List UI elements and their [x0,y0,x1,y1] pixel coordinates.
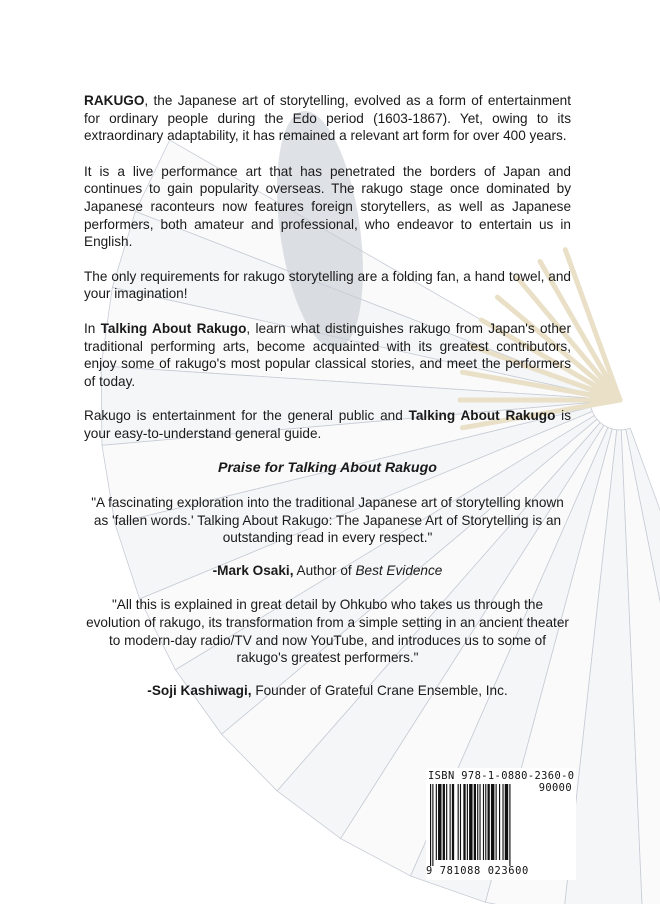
barcode-bar [474,784,476,860]
barcode-bar [446,784,447,860]
barcode-bar [509,784,510,866]
barcode-bar [499,784,500,860]
praise-quote-2: "All this is explained in great detail by Ohkubo who takes us through the evolution of rakugo, its transformation from a simple setting in an ancient theater to modern-day radio/TV and now YouTube, and introduces us to some of rakugo's greatest performers." [86,597,569,666]
blurb-paragraph-1: RAKUGO, the Japanese art of storytelling, evolved as a form of entertainment for ordinary people during the Edo period (1603-1867). Yet, owing to its extraordinary adaptability, it has remained a relevant art form for over 400 years. [84,93,571,144]
praise-attribution-1: -Mark Osaki, Author of Best Evidence [212,562,443,578]
praise-attribution-2: -Soji Kashiwagi, Founder of Grateful Crane Ensemble, Inc. [147,682,508,698]
barcode-bars [430,784,550,866]
barcode-bar [502,784,503,860]
barcode-bar [438,784,441,860]
barcode-bar [505,784,508,860]
blurb-paragraph-5: Rakugo is entertainment for the general public and Talking About Rakugo is your easy-to-understand general guide. [84,408,571,441]
praise-quote-1: "A fascinating exploration into the traditional Japanese art of storytelling known as 'fallen words.' Talking About Rakugo: The Japanese Art of Storytelling is an outstanding read in every respect." [91,495,564,546]
barcode-bar [432,784,433,866]
barcode-bar [443,784,445,860]
barcode-bar [483,784,484,860]
isbn-label: ISBN 978-1-0880-2360-0 [428,770,575,782]
barcode-bar [436,784,437,860]
ean-digits: 9 781088 023600 [426,865,529,877]
barcode-bar [488,784,490,860]
book-title-mention: Talking About Rakugo [408,408,556,424]
back-cover-text [84,92,571,716]
book-title-mention: Talking About Rakugo [100,320,247,336]
praise-heading: Praise for Talking About Rakugo [218,459,437,476]
barcode-bar [467,784,468,860]
barcode-bar [458,784,459,860]
barcode-bar [463,784,465,860]
barcode-bar [430,784,431,866]
barcode-bar [452,784,454,860]
barcode-bar [450,784,451,860]
blurb-paragraph-3: The only requirements for rakugo storytelling are a folding fan, a hand towel, and your imagination! [84,268,571,302]
barcode-bar [479,784,480,860]
barcode-bar [485,784,486,860]
barcode-bar [460,784,461,860]
rakugo-lead-word: RAKUGO [84,93,145,108]
barcode-bar [477,784,478,860]
barcode-bar [469,784,472,860]
barcode-bar [496,784,497,860]
barcode-bar [491,784,494,860]
isbn-barcode [426,768,576,880]
blurb-paragraph-2: It is a live performance art that has penetrated the borders of Japan and continues to gain popularity overseas. The rakugo stage once dominated by Japanese raconteurs now features foreign storytellers, as well as Japanese performers, both amateur and professional, who endeavor to entertain us in English. [84,163,571,250]
blurb-paragraph-4: In Talking About Rakugo, learn what distinguishes rakugo from Japan's other traditional performing arts, become acquainted with its greatest contributors, enjoy some of rakugo's most popular classical stories, and meet the performers of today. [84,320,571,389]
price-code: 90000 [538,782,572,794]
